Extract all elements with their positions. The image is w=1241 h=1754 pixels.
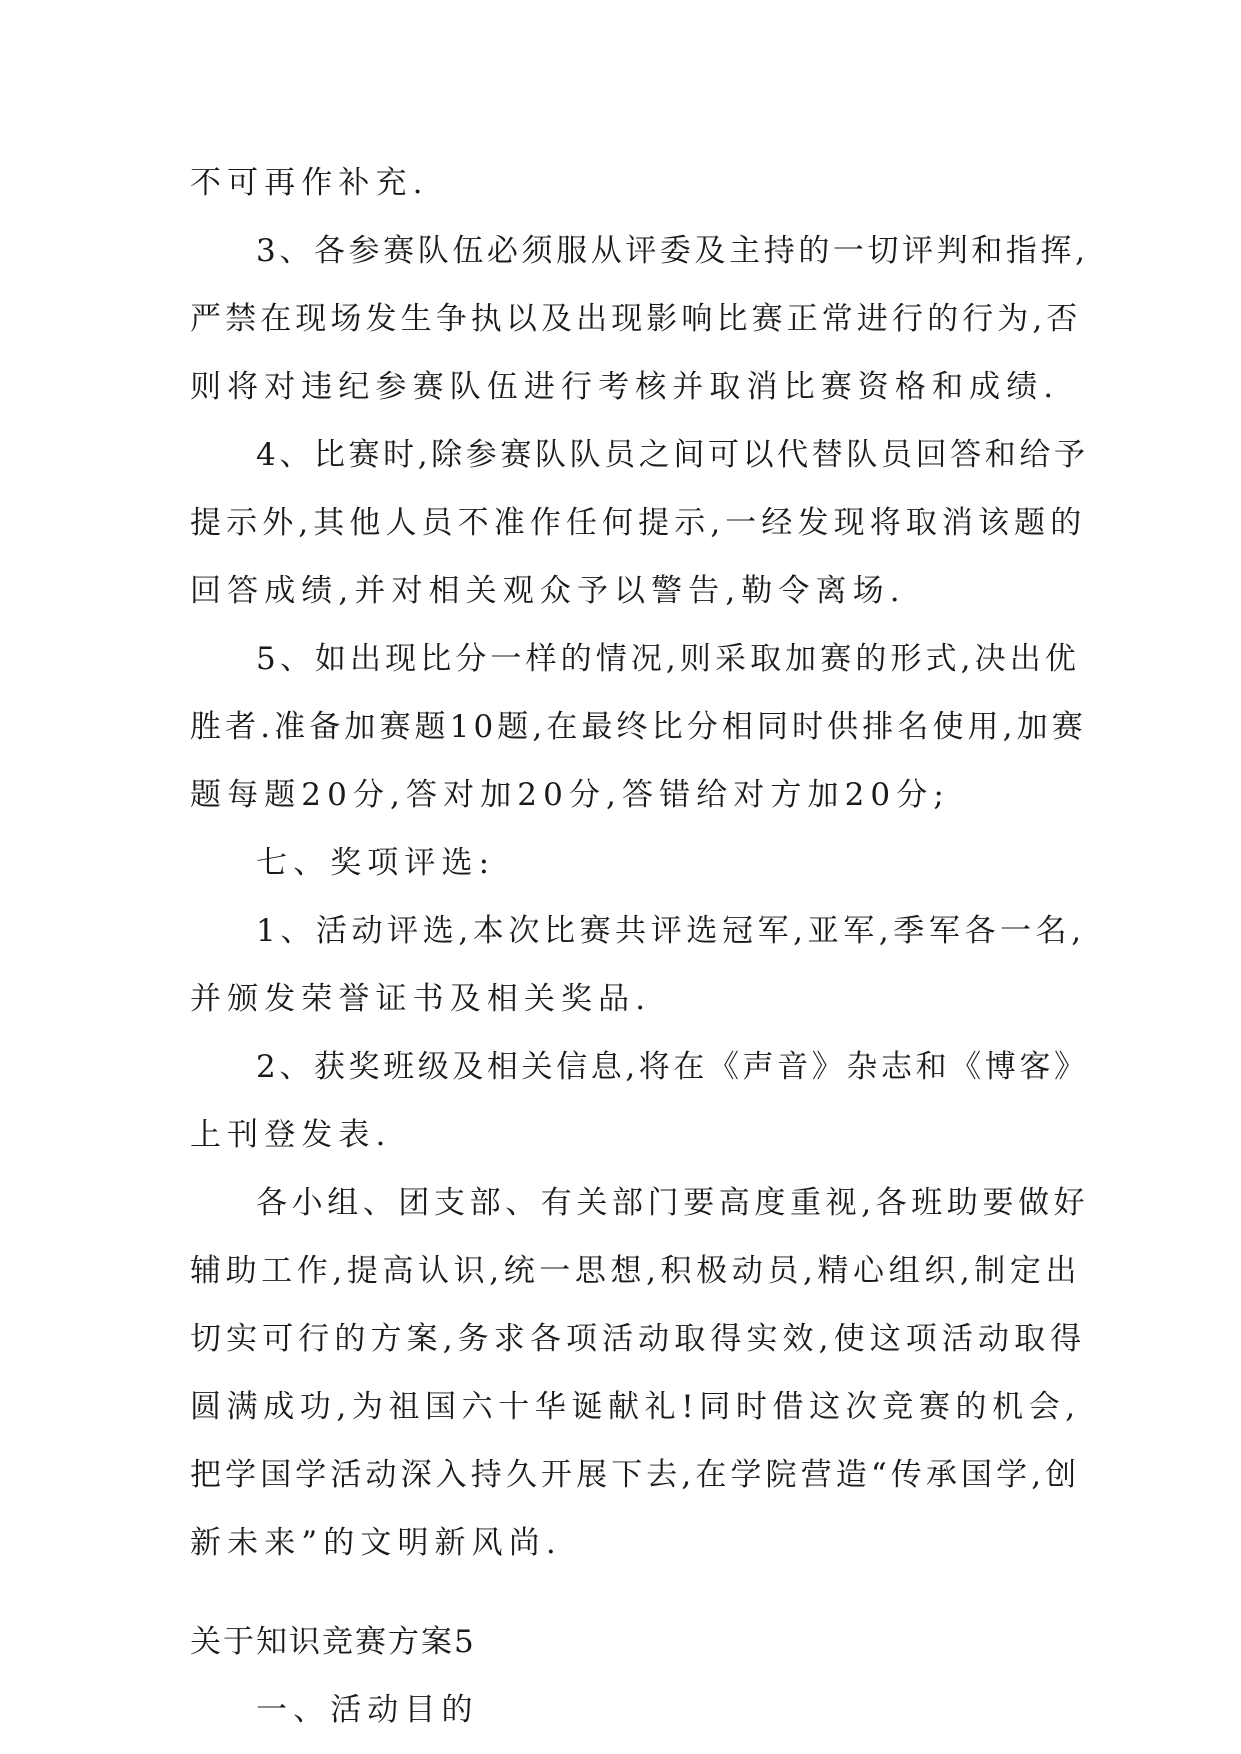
paragraph-line: 回答成绩,并对相关观众予以警告,勒令离场.	[190, 573, 906, 609]
paragraph-line: 4、比赛时,除参赛队队员之间可以代替队员回答和给予	[256, 437, 1089, 473]
paragraph-line: 3、各参赛队伍必须服从评委及主持的一切评判和指挥,	[256, 233, 1089, 269]
section-subheading: 一、活动目的	[256, 1692, 479, 1728]
paragraph-line: 并颁发荣誉证书及相关奖品.	[190, 981, 652, 1017]
paragraph-line: 5、如出现比分一样的情况,则采取加赛的形式,决出优	[256, 641, 1080, 677]
paragraph-line: 新未来”的文明新风尚.	[190, 1525, 562, 1561]
section-title: 关于知识竞赛方案5	[190, 1624, 476, 1660]
paragraph-line: 题每题20分,答对加20分,答错给对方加20分;	[190, 777, 950, 813]
paragraph-line: 七、奖项评选:	[256, 845, 496, 881]
paragraph-line: 则将对违纪参赛队伍进行考核并取消比赛资格和成绩.	[190, 369, 1060, 405]
paragraph-line: 提示外,其他人员不准作任何提示,一经发现将取消该题的	[190, 505, 1087, 541]
paragraph-line: 辅助工作,提高认识,统一思想,积极动员,精心组织,制定出	[190, 1253, 1082, 1289]
paragraph-line: 严禁在现场发生争执以及出现影响比赛正常进行的行为,否	[190, 301, 1082, 337]
paragraph-line: 切实可行的方案,务求各项活动取得实效,使这项活动取得	[190, 1321, 1087, 1357]
paragraph-line: 上刊登发表.	[190, 1117, 392, 1153]
paragraph-line: 不可再作补充.	[190, 165, 429, 201]
paragraph-line: 把学国学活动深入持久开展下去,在学院营造“传承国学,创	[190, 1457, 1081, 1493]
paragraph-line: 胜者.准备加赛题10题,在最终比分相同时供排名使用,加赛	[190, 709, 1087, 745]
paragraph-line: 1、活动评选,本次比赛共评选冠军,亚军,季军各一名,	[256, 913, 1086, 949]
paragraph-line: 圆满成功,为祖国六十华诞献礼!同时借这次竞赛的机会,	[190, 1389, 1081, 1425]
paragraph-line: 2、获奖班级及相关信息,将在《声音》杂志和《博客》	[256, 1049, 1089, 1085]
paragraph-line: 各小组、团支部、有关部门要高度重视,各班助要做好	[256, 1185, 1090, 1221]
